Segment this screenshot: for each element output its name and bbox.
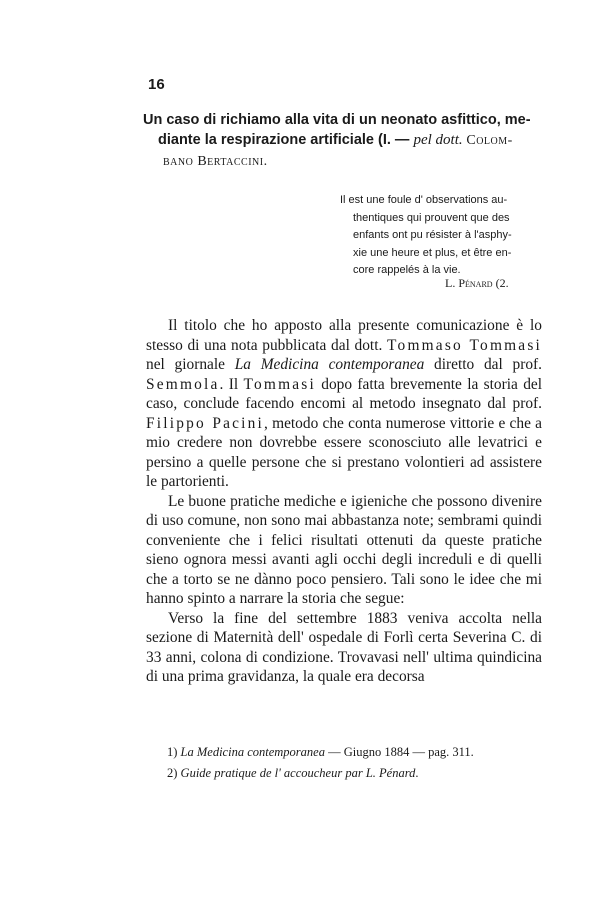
paragraph-3: Verso la fine del settembre 1883 veniva accolta nella sezione di Maternità dell' ospedale di Forlì certa Severina C. di 33 anni, colona di condizione. Trovavasi nell' ultima quindicina di una prima gravidanza, la quale era decorsa xyxy=(146,609,542,685)
epigraph-line: core rappelés à la vie. xyxy=(353,264,461,276)
text-run: dopo fatta brevemente la storia del caso, conclude facendo encomi al metodo insegnato dal prof. xyxy=(146,375,542,412)
epigraph-line: Il est une foule d' observations au- xyxy=(340,194,508,206)
spaced-name: Semmola xyxy=(146,375,220,393)
spaced-name: Filippo Pacini xyxy=(146,414,264,432)
text-run: . Il xyxy=(219,375,244,393)
body-text xyxy=(146,316,542,687)
author-name-part2: bano Bertaccini. xyxy=(163,154,268,169)
text-run: Il titolo che ho apposto alla presente comunicazione è lo stesso di una nota pubblicata dal dott. xyxy=(146,317,542,354)
spaced-name: Tommaso Tommasi xyxy=(387,336,542,354)
footnote-title: La Medicina contemporanea xyxy=(180,745,325,759)
footnote-number: 1) xyxy=(167,745,178,759)
paragraph-1 xyxy=(146,316,542,492)
text-run: , metodo che conta numerose vittorie e che a mio credere non dovrebbe essere sconosciuto alle levatrici e persino a quelle persone che si prestano volontieri ad assistere le partorienti. xyxy=(146,414,542,490)
epigraph xyxy=(340,192,545,280)
title-line-3 xyxy=(143,151,543,172)
footnote-1 xyxy=(167,742,547,763)
author-name-part1: Colom- xyxy=(466,133,513,148)
title-line-1: Un caso di richiamo alla vita di un neonato asfittico, me- xyxy=(143,112,531,128)
text-run: diretto dal prof. xyxy=(424,356,542,373)
epigraph-line: xie une heure et plus, et être en- xyxy=(353,246,512,259)
epigraph-source-name: Pénard xyxy=(458,276,493,290)
epigraph-line: enfants ont pu résister à l'asphy- xyxy=(353,229,512,241)
author-prefix: pel dott. xyxy=(413,132,467,148)
footnote-text: — Giugno 1884 — pag. 311. xyxy=(324,745,474,759)
epigraph-line: thentiques qui prouvent que des xyxy=(353,211,510,224)
spaced-name: Tommasi xyxy=(243,375,316,393)
journal-title: La Medicina contemporanea xyxy=(234,356,425,373)
epigraph-source-prefix: L. xyxy=(445,276,459,290)
paragraph-2: Le buone pratiche mediche e igieniche che possono divenire di uso comune, non sono mai abbastanza note; sembrami quindi conveniente che i felici risultati ottenuti da queste pratiche sieno ognora messi avanti agli occhi degli increduli e di quelli che a torto se ne dànno poco pensiero. Tali sono le idee che mi hanno spinto a narrare la storia che segue: xyxy=(146,492,542,607)
title-line-2-text: diante la respirazione artificiale (I. — xyxy=(158,132,414,148)
page-number: 16 xyxy=(148,76,165,93)
epigraph-source xyxy=(445,276,509,291)
footnotes xyxy=(167,742,547,784)
footnote-2 xyxy=(167,763,547,784)
footnote-number: 2) xyxy=(167,766,178,780)
footnote-text: . xyxy=(415,766,419,780)
article-title xyxy=(143,110,543,172)
text-run: nel giornale xyxy=(146,356,235,373)
footnote-title: Guide pratique de l' accoucheur par L. Pénard xyxy=(180,766,416,780)
title-line-2 xyxy=(143,130,543,151)
epigraph-source-note: (2. xyxy=(492,276,509,290)
